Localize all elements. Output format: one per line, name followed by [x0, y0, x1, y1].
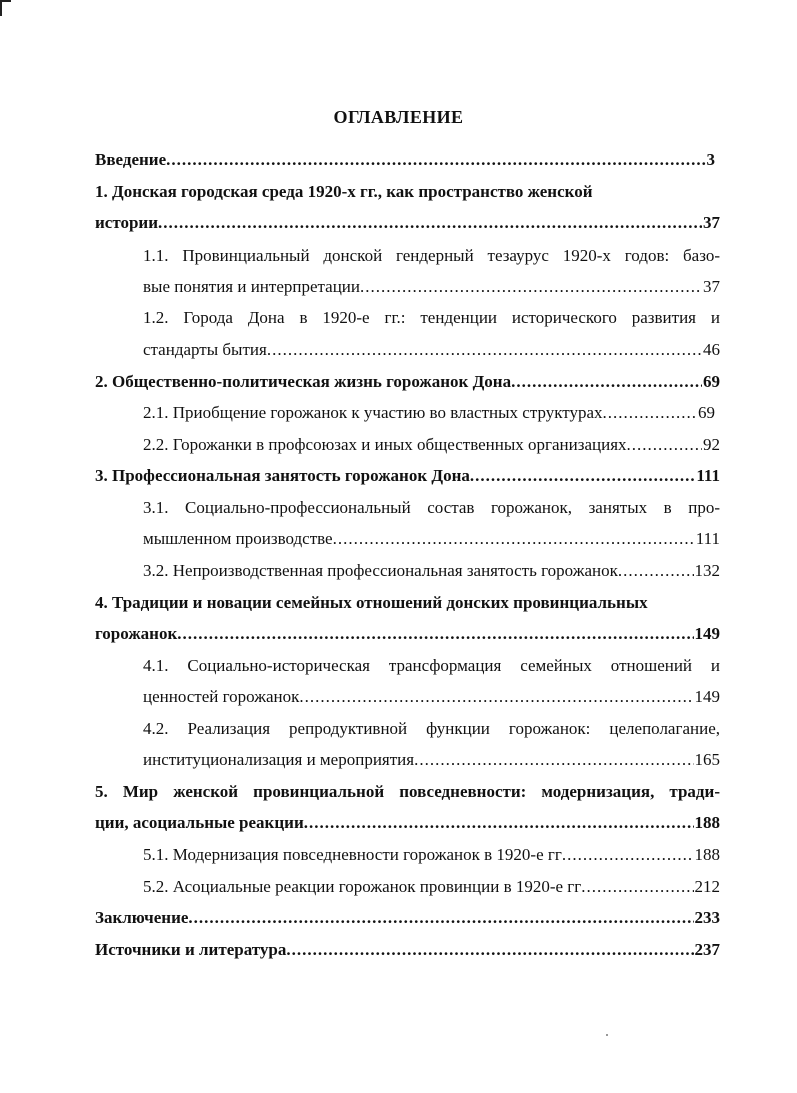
toc-page-number: 69 [698, 403, 715, 422]
toc-entry-s4-1-line2[interactable] [143, 684, 720, 710]
toc-label: Источники и литература [95, 940, 287, 959]
toc-leader-dots [627, 432, 702, 458]
toc-page-number: 111 [695, 529, 720, 548]
toc-leader-dots [333, 526, 695, 552]
toc-label: ценностей горожанок [143, 687, 300, 706]
toc-page-number: 188 [694, 845, 720, 864]
toc-entry-ch3[interactable] [95, 463, 720, 489]
toc-leader-dots [603, 400, 697, 426]
toc-entry-ch1-line2[interactable] [95, 210, 720, 236]
toc-leader-dots [562, 842, 694, 868]
toc-entry-ch5-line2[interactable] [95, 810, 720, 836]
toc-page-number: 188 [694, 813, 720, 832]
toc-leader-dots [470, 463, 696, 489]
toc-leader-dots [304, 810, 694, 836]
toc-leader-dots [299, 684, 693, 710]
toc-leader-dots [414, 747, 693, 773]
toc-entry-s4-2-line2[interactable] [143, 747, 720, 773]
toc-label: вые понятия и интерпретации [143, 277, 360, 296]
toc-leader-dots [618, 558, 694, 584]
toc-page-number: 165 [694, 750, 720, 769]
toc-label: горожанок [95, 624, 178, 643]
toc-label: Заключение [95, 908, 189, 927]
toc-entry-s4-2-line1[interactable]: 4.2. Реализация репродуктивной функции горожанок: целеполагание, [143, 719, 720, 738]
toc-entry-ch4-line2[interactable] [95, 621, 720, 647]
toc-page-number: 3 [706, 150, 715, 169]
toc-entry-s3-1-line2[interactable] [143, 526, 720, 552]
toc-entry-s2-1[interactable] [143, 400, 715, 426]
toc-label: ции, асоциальные реакции [95, 813, 304, 832]
toc-page-number: 37 [703, 213, 720, 232]
page-title: ОГЛАВЛЕНИЕ [333, 107, 464, 127]
toc-label: 5.2. Асоциальные реакции горожанок провинции в 1920-е гг [143, 877, 582, 896]
toc-leader-dots [360, 274, 702, 300]
toc-entry-sources[interactable] [95, 937, 720, 963]
toc-label: мышленном производстве [143, 529, 333, 548]
toc-page-number: 149 [694, 624, 720, 643]
scan-edge-mark [0, 0, 11, 16]
toc-label: 3.2. Непроизводственная профессиональная занятость горожанок [143, 561, 618, 580]
toc-page-number: 149 [694, 687, 720, 706]
toc-entry-ch4-line1[interactable]: 4. Традиции и новации семейных отношений донских провинциальных [95, 593, 648, 612]
toc-entry-s5-1[interactable] [143, 842, 720, 868]
toc-entry-ch5-line1[interactable]: 5. Мир женской провинциальной повседневности: модернизация, тради- [95, 782, 720, 801]
toc-entry-conclusion[interactable] [95, 905, 720, 931]
toc-leader-dots [267, 337, 702, 363]
toc-entry-s1-1-line2[interactable] [143, 274, 720, 300]
toc-entry-s4-1-line1[interactable]: 4.1. Социально-историческая трансформация семейных отношений и [143, 656, 720, 675]
toc-leader-dots [188, 905, 693, 931]
toc-label: истории [95, 213, 159, 232]
toc-leader-dots [177, 621, 693, 647]
toc-leader-dots [581, 874, 693, 900]
toc-label: 5.1. Модернизация повседневности горожанок в 1920-е гг [143, 845, 562, 864]
toc-page-number: 37 [703, 277, 720, 296]
toc-entry-s1-2-line1[interactable]: 1.2. Города Дона в 1920-е гг.: тенденции исторического развития и [143, 308, 720, 327]
toc-entry-ch1-line1[interactable]: 1. Донская городская среда 1920-х гг., как пространство женской [95, 182, 593, 201]
toc-page-number: 92 [703, 435, 720, 454]
scan-speck [606, 1034, 608, 1036]
toc-label: стандарты бытия [143, 340, 267, 359]
toc-label: 2.2. Горожанки в профсоюзах и иных общественных организациях [143, 435, 627, 454]
toc-entry-s1-1-line1[interactable]: 1.1. Провинциальный донской гендерный тезаурус 1920-х годов: базо- [143, 246, 720, 265]
toc-label: 2.1. Приобщение горожанок к участию во властных структурах [143, 403, 603, 422]
toc-label: 3. Профессиональная занятость горожанок Дона [95, 466, 470, 485]
toc-page-number: 111 [696, 466, 720, 485]
toc-page-number: 46 [703, 340, 720, 359]
toc-entry-s2-2[interactable] [143, 432, 720, 458]
toc-label: Введение [95, 150, 167, 169]
toc-label: 2. Общественно-политическая жизнь горожанок Дона [95, 372, 512, 391]
toc-page-number: 69 [703, 372, 720, 391]
toc-leader-dots [286, 937, 693, 963]
toc-entry-intro[interactable] [95, 147, 715, 173]
toc-entry-ch2[interactable] [95, 369, 720, 395]
toc-entry-s5-2[interactable] [143, 874, 720, 900]
toc-page-number: 132 [694, 561, 720, 580]
toc-page-number: 233 [694, 908, 720, 927]
toc-entry-s3-1-line1[interactable]: 3.1. Социально-профессиональный состав горожанок, занятых в про- [143, 498, 720, 517]
toc-label: институционализация и мероприятия [143, 750, 415, 769]
toc-leader-dots [158, 210, 702, 236]
toc-page-number: 212 [694, 877, 720, 896]
toc-entry-s1-2-line2[interactable] [143, 337, 720, 363]
toc-leader-dots [511, 369, 702, 395]
toc-page-number: 237 [694, 940, 720, 959]
toc-entry-s3-2[interactable] [143, 558, 720, 584]
toc-leader-dots [166, 147, 705, 173]
